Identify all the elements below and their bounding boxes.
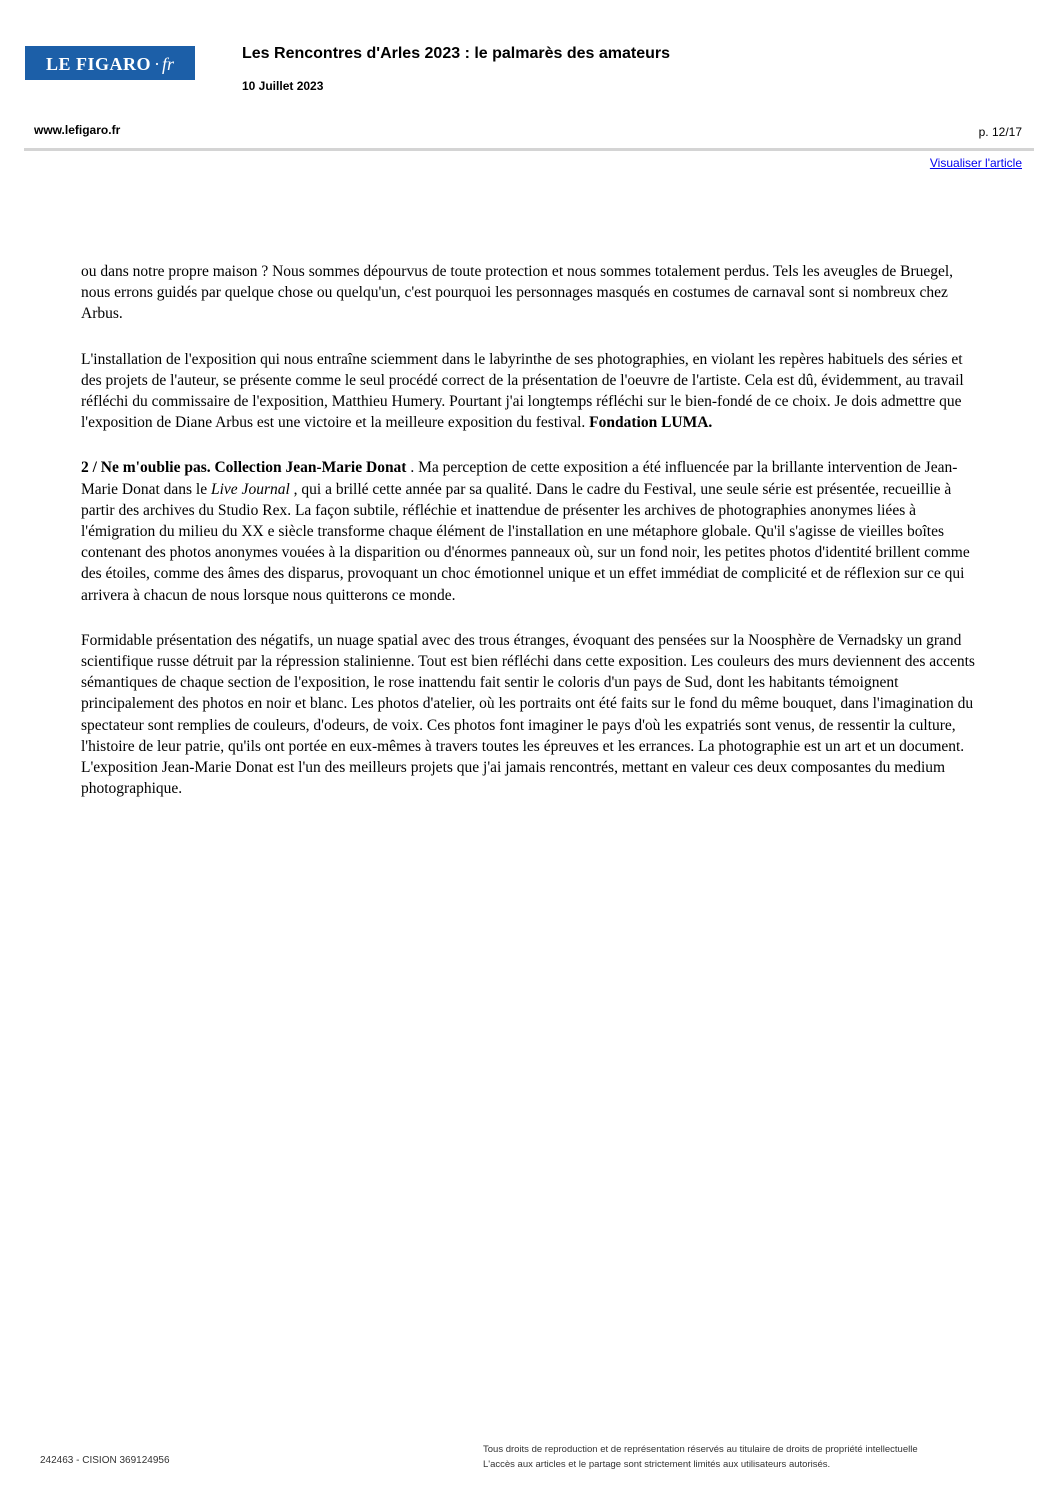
paragraph-2-venue: Fondation LUMA. <box>589 414 713 432</box>
paragraph-3-heading: 2 / Ne m'oublie pas. Collection Jean-Marie Donat <box>81 459 407 477</box>
footer-rights <box>483 1442 918 1472</box>
paragraph-3-text-b: , qui a brillé cette année par sa qualité. Dans le cadre du Festival, une seule série est présentée, recueillie à partir des archives du Studio Rex. La façon subtile, réfléchie et inattendue de présenter les archives de photographies anonymes liées à l'émigration du milieu du XX e siècle transforme chaque élément de l'installation en une métaphore globale. Qu'il s'agisse de vieilles boîtes contenant des photos anonymes vouées à la disparition ou d'énormes panneaux où, sur un fond noir, les petites photos d'identité brillent comme des étoiles, comme des âmes des disparus, provoquant un choc émotionnel unique et un effet immédiat de complicité et de réflexion sur ce qui arrivera à chacun de nous lorsque nous quitterons ce monde. <box>81 480 970 604</box>
logo-text: LE FIGARO <box>45 53 151 74</box>
source-site: www.lefigaro.fr <box>34 123 121 137</box>
footer-rights-line-2: L'accès aux articles et le partage sont strictement limités aux utilisateurs autorisés. <box>483 1459 831 1470</box>
logo-tld: fr <box>162 53 175 74</box>
footer-cision-id: 242463 - CISION 369124956 <box>40 1455 170 1466</box>
paragraph-3-publication: Live Journal <box>211 480 290 498</box>
logo-separator: · <box>154 53 160 74</box>
view-article-link[interactable]: Visualiser l'article <box>929 156 1022 170</box>
article-date: 10 Juillet 2023 <box>242 79 324 93</box>
footer-rights-line-1: Tous droits de reproduction et de représentation réservés au titulaire de droits de propriété intellectuelle <box>483 1444 918 1455</box>
header-divider <box>24 148 1034 151</box>
le-figaro-logo <box>25 46 195 80</box>
paragraph-3 <box>81 457 981 605</box>
paragraph-2-text: L'installation de l'exposition qui nous entraîne sciemment dans le labyrinthe de ses photographies, en violant les repères habituels des séries et des projets de l'auteur, se présente comme le seul procédé correct de la présentation de l'oeuvre de l'artiste. Cela est dû, évidemment, au travail réfléchi du commissaire de l'exposition, Matthieu Humery. Pourtant j'ai longtemps réfléchi sur le bien-fondé de ce choix. Je dois admettre que l'exposition de Diane Arbus est une victoire et la meilleure exposition du festival. <box>81 350 964 432</box>
article-body <box>81 261 981 823</box>
article-title: Les Rencontres d'Arles 2023 : le palmarès des amateurs <box>242 45 671 62</box>
paragraph-3-text-a: . Ma perception de cette exposition a été influencée par la brillante intervention de Jean-Marie Donat dans le <box>81 459 958 498</box>
paragraph-1: ou dans notre propre maison ? Nous sommes dépourvus de toute protection et nous sommes totalement perdus. Tels les aveugles de Bruegel, nous errons guidés par quelque chose ou quelqu'un, c'est pourquoi les personnages masqués en costumes de carnaval sont si nombreux chez Arbus. <box>81 263 954 323</box>
page-number: p. 12/17 <box>978 125 1022 139</box>
paragraph-4: Formidable présentation des négatifs, un nuage spatial avec des trous étranges, évoquant des pensées sur la Noosphère de Vernadsky un grand scientifique russe détruit par la répression stalinienne. Tout est bien réfléchi dans cette exposition. Les couleurs des murs deviennent des accents sémantiques de chaque section de l'exposition, le rose inattendu fait sentir le coloris d'un pays de Sud, dont les habitants témoignent principalement des photos en noir et blanc. Les photos d'atelier, où les portraits ont été faits sur le fond du même bouquet, dans l'imagination du spectateur sont remplies de couleurs, d'odeurs, de voix. Ces photos font imaginer le pays d'où les expatriés sont venus, de ressentir la culture, l'histoire de leur patrie, qu'ils ont portée en eux-mêmes à travers toutes les épreuves et les errances. La photographie est un art et un document. L'exposition Jean-Marie Donat est l'un des meilleurs projets que j'ai jamais rencontrés, mettant en valeur ces deux composantes du medium photographique. <box>81 631 975 798</box>
paragraph-2 <box>81 349 981 434</box>
